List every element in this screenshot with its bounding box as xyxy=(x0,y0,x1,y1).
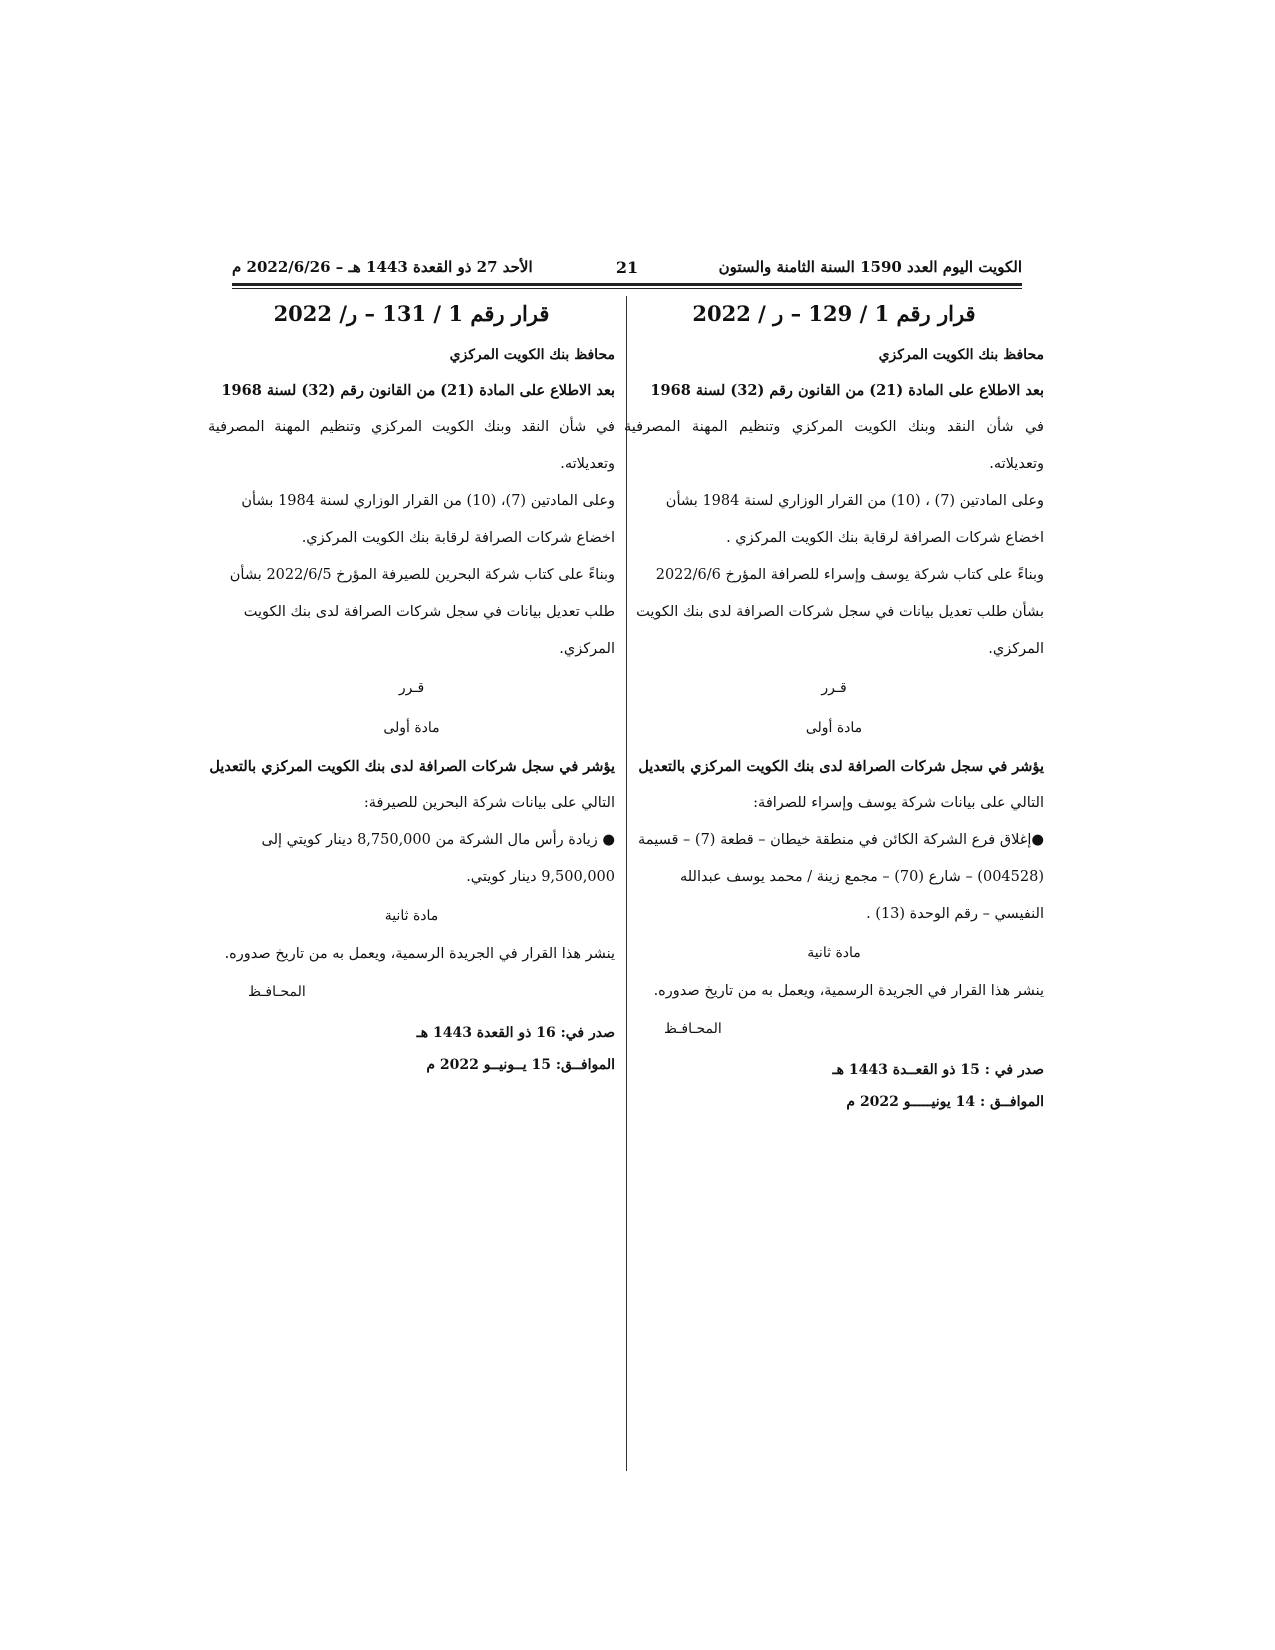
article-2-text: ينشر هذا القرار في الجريدة الرسمية، ويعمل به من تاريخ صدوره. xyxy=(224,946,615,962)
article-1-line: 9,500,000 دينار كويتي. xyxy=(466,869,615,885)
decision-131-column xyxy=(208,296,615,1081)
preamble-line: وعلى المادتين (7) ، (10) من القرار الوزاري لسنة 1984 بشأن xyxy=(665,493,1044,509)
page-number: 21 xyxy=(615,258,639,277)
article-1-heading: مادة أولى xyxy=(383,720,440,736)
article-1-heading: مادة أولى xyxy=(805,720,863,736)
issued-gregorian: الموافــق: 15 يــونيــو 2022 م xyxy=(426,1057,615,1073)
article-1-line: ●إغلاق فرع الشركة الكائن في منطقة خيطان – قطعة (7) – قسيمة xyxy=(638,832,1044,848)
decision-129-column xyxy=(624,296,1044,1118)
decided-heading: قـرر xyxy=(821,680,847,696)
preamble-line: طلب تعديل بيانات في سجل شركات الصرافة لدى بنك الكويت xyxy=(243,604,615,620)
signature xyxy=(624,1010,1044,1048)
preamble-line: المركزي. xyxy=(559,641,615,657)
header-rule-thick xyxy=(232,283,1022,286)
preamble-line: وبناءً على كتاب شركة يوسف وإسراء للصرافة المؤرخ 2022/6/6 xyxy=(655,567,1044,583)
preamble-line: المركزي. xyxy=(988,641,1044,657)
page-header xyxy=(232,258,1022,280)
decision-issuer: محافظ بنك الكويت المركزي xyxy=(449,347,615,363)
article-1-line: التالي على بيانات شركة البحرين للصيرفة: xyxy=(363,795,615,811)
article-1-line: النفيسي – رقم الوحدة (13) . xyxy=(866,906,1044,922)
issue-date: الأحد 27 ذو القعدة 1443 هـ – 2022/6/26 م xyxy=(232,258,533,276)
article-2-heading: مادة ثانية xyxy=(384,908,439,924)
signature-text: المحـافـظ xyxy=(248,984,306,1000)
preamble-line: وبناءً على كتاب شركة البحرين للصيرفة المؤرخ 2022/6/5 بشأن xyxy=(229,567,615,583)
article-2-text: ينشر هذا القرار في الجريدة الرسمية، ويعمل به من تاريخ صدوره. xyxy=(653,983,1044,999)
preamble-line: في شأن النقد وبنك الكويت المركزي وتنظيم المهنة المصرفية وتعديلاته. xyxy=(208,419,615,472)
article-1-line: يؤشر في سجل شركات الصرافة لدى بنك الكويت المركزي بالتعديل xyxy=(209,758,615,775)
header-rule-thin xyxy=(232,288,1022,289)
issue-info: الكويت اليوم العدد 1590 السنة الثامنة والستون xyxy=(718,258,1022,276)
preamble-line: اخضاع شركات الصرافة لرقابة بنك الكويت المركزي. xyxy=(301,530,615,546)
decision-issuer: محافظ بنك الكويت المركزي xyxy=(878,347,1044,363)
preamble-line: في شأن النقد وبنك الكويت المركزي وتنظيم المهنة المصرفية وتعديلاته. xyxy=(624,419,1044,472)
preamble-line: وعلى المادتين (7)، (10) من القرار الوزاري لسنة 1984 بشأن xyxy=(241,493,615,509)
article-2-heading: مادة ثانية xyxy=(807,945,861,961)
preamble-line: بعد الاطلاع على المادة (21) من القانون رقم (32) لسنة 1968 xyxy=(221,382,615,399)
preamble-line: بعد الاطلاع على المادة (21) من القانون رقم (32) لسنة 1968 xyxy=(650,382,1044,399)
issued-gregorian: الموافــق : 14 يونيـــــو 2022 م xyxy=(846,1094,1044,1110)
issued-hijri: صدر في : 15 ذو القعــدة 1443 هـ xyxy=(832,1062,1044,1078)
article-1-line: يؤشر في سجل شركات الصرافة لدى بنك الكويت المركزي بالتعديل xyxy=(638,758,1044,775)
issued-hijri: صدر في: 16 ذو القعدة 1443 هـ xyxy=(416,1025,615,1041)
preamble-line: اخضاع شركات الصرافة لرقابة بنك الكويت المركزي . xyxy=(726,530,1044,546)
signature xyxy=(208,973,615,1011)
article-1-line: (004528) – شارع (70) – مجمع زينة / محمد يوسف عبدالله xyxy=(679,869,1044,885)
article-1-line: التالي على بيانات شركة يوسف وإسراء للصرافة: xyxy=(753,795,1044,811)
decided-heading: قـرر xyxy=(398,680,425,696)
article-1-line: ● زيادة رأس مال الشركة من 8,750,000 دينار كويتي إلى xyxy=(261,832,615,848)
decision-title: قرار رقم 1 / 131 – ر/ 2022 xyxy=(273,301,550,326)
preamble-line: بشأن طلب تعديل بيانات في سجل شركات الصرافة لدى بنك الكويت xyxy=(636,604,1044,620)
signature-text: المحـافـظ xyxy=(664,1021,722,1037)
decision-title: قرار رقم 1 / 129 – ر / 2022 xyxy=(692,301,976,326)
